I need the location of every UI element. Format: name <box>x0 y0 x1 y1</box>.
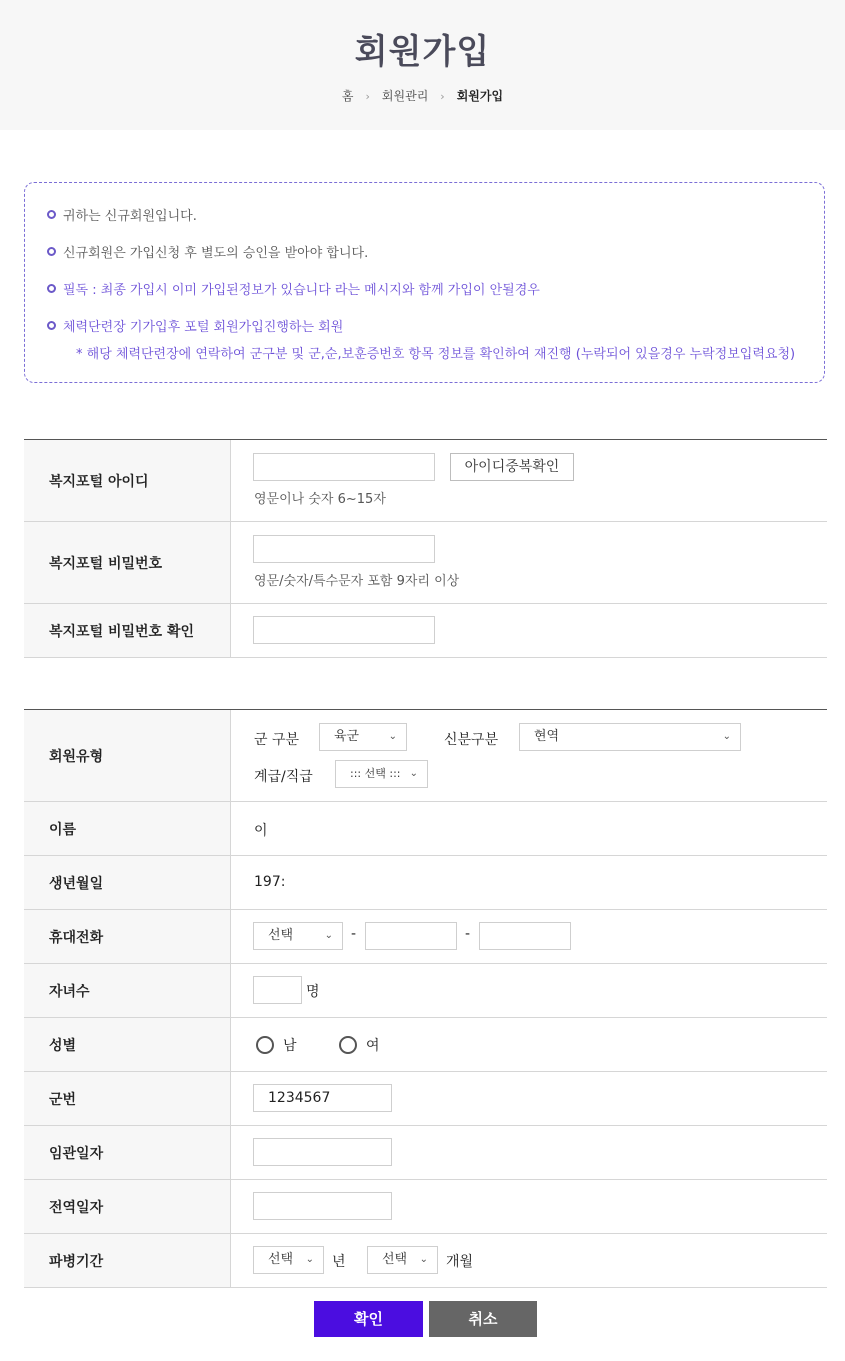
portal-id-hint: 영문이나 숫자 6~15자 <box>254 492 386 507</box>
chevron-down-icon: ⌄ <box>305 1254 314 1265</box>
row-commission-date <box>24 1126 827 1180</box>
rank-select[interactable] <box>335 760 428 788</box>
label-dispatch-period: 파병기간 <box>49 1253 104 1270</box>
row-member-type <box>24 710 827 802</box>
notice-item <box>47 242 368 261</box>
notice-item <box>47 316 343 335</box>
children-unit: 명 <box>306 984 320 1000</box>
notice-subtext: * 해당 체력단련장에 연락하여 군구분 및 군,순,보훈증번호 항목 정보를 확인하여 재진행 (누락되어 있을경우 누락정보입력요청) <box>76 347 796 362</box>
chevron-down-icon: ⌄ <box>419 1254 428 1265</box>
chevron-down-icon: ⌄ <box>388 731 397 742</box>
dispatch-month-value: 선택 <box>382 1252 408 1267</box>
bullet-icon <box>47 247 56 256</box>
notice-item <box>47 205 197 224</box>
account-form-table <box>24 439 827 658</box>
birthdate-value: 197: <box>254 874 286 890</box>
phone-prefix-select[interactable] <box>253 922 343 950</box>
dispatch-month-unit: 개월 <box>446 1254 474 1270</box>
label-member-type: 회원유형 <box>49 748 104 765</box>
notice-box <box>24 182 825 383</box>
label-service-number: 군번 <box>49 1091 77 1108</box>
discharge-date-input[interactable] <box>253 1192 392 1220</box>
label-name: 이름 <box>49 821 77 838</box>
chevron-down-icon: ⌄ <box>324 930 333 941</box>
phone-middle-input[interactable] <box>365 922 457 950</box>
row-dispatch-period <box>24 1234 827 1288</box>
dispatch-year-select[interactable] <box>253 1246 324 1274</box>
row-mobile-phone <box>24 910 827 964</box>
portal-password-hint: 영문/숫자/특수문자 포함 9자리 이상 <box>254 574 460 589</box>
member-form-table <box>24 709 827 1288</box>
gender-male-label: 남 <box>283 1038 297 1054</box>
label-portal-password: 복지포털 비밀번호 <box>49 555 163 572</box>
notice-item <box>47 279 540 298</box>
row-name <box>24 802 827 856</box>
portal-id-input[interactable] <box>253 453 435 481</box>
commission-date-input[interactable] <box>253 1138 392 1166</box>
bullet-icon <box>47 210 56 219</box>
status-type-select[interactable] <box>519 723 741 751</box>
dispatch-year-value: 선택 <box>268 1252 294 1267</box>
label-rank: 계급/직급 <box>254 769 313 785</box>
label-gender: 성별 <box>49 1037 77 1054</box>
gender-male-radio[interactable] <box>256 1036 274 1054</box>
row-gender <box>24 1018 827 1072</box>
label-portal-id: 복지포털 아이디 <box>49 473 149 490</box>
military-branch-select[interactable] <box>319 723 407 751</box>
breadcrumb-current: 회원가입 <box>456 89 504 103</box>
row-service-number <box>24 1072 827 1126</box>
children-count-input[interactable] <box>253 976 302 1004</box>
notice-text: 체력단련장 기가입후 포털 회원가입진행하는 회원 <box>63 320 344 335</box>
phone-dash: - <box>351 926 357 942</box>
label-children-count: 자녀수 <box>49 983 90 1000</box>
military-branch-value: 육군 <box>334 729 360 744</box>
rank-value: ::: 선택 ::: <box>350 767 401 780</box>
portal-password-confirm-input[interactable] <box>253 616 435 644</box>
breadcrumb-separator: › <box>365 90 370 103</box>
gender-female-radio[interactable] <box>339 1036 357 1054</box>
row-birthdate <box>24 856 827 910</box>
phone-prefix-value: 선택 <box>268 928 294 943</box>
notice-text: 신규회원은 가입신청 후 별도의 승인을 받아야 합니다. <box>63 246 369 261</box>
phone-dash: - <box>465 926 471 942</box>
service-number-input[interactable]: 1234567 <box>253 1084 392 1112</box>
label-portal-password-confirm: 복지포털 비밀번호 확인 <box>49 623 194 640</box>
cancel-button[interactable]: 취소 <box>429 1301 537 1337</box>
chevron-down-icon: ⌄ <box>722 731 731 742</box>
status-type-value: 현역 <box>534 729 560 744</box>
confirm-button[interactable]: 확인 <box>314 1301 423 1337</box>
page-title: 회원가입 <box>354 32 491 72</box>
notice-text: 필독 : 최종 가입시 이미 가입된정보가 있습니다 라는 메시지와 함께 가입이 안될경우 <box>63 283 540 298</box>
breadcrumb-separator: › <box>440 90 445 103</box>
row-discharge-date <box>24 1180 827 1234</box>
label-mobile-phone: 휴대전화 <box>49 929 104 946</box>
label-commission-date: 임관일자 <box>49 1145 104 1162</box>
portal-password-input[interactable] <box>253 535 435 563</box>
breadcrumb-home[interactable]: 홈 <box>341 89 354 103</box>
chevron-down-icon: ⌄ <box>409 768 418 779</box>
label-status-type: 신분구분 <box>444 732 499 748</box>
label-discharge-date: 전역일자 <box>49 1199 104 1216</box>
label-military-branch: 군 구분 <box>254 732 300 748</box>
row-portal-id <box>24 440 827 522</box>
label-birthdate: 생년월일 <box>49 875 104 892</box>
name-value: 이 <box>254 823 268 839</box>
dispatch-year-unit: 년 <box>332 1254 346 1270</box>
id-duplicate-check-button[interactable]: 아이디중복확인 <box>450 453 574 481</box>
gender-female-label: 여 <box>366 1038 380 1054</box>
notice-text: 귀하는 신규회원입니다. <box>63 209 197 224</box>
bullet-icon <box>47 321 56 330</box>
dispatch-month-select[interactable] <box>367 1246 438 1274</box>
page-header <box>0 0 845 130</box>
bullet-icon <box>47 284 56 293</box>
row-portal-password <box>24 522 827 604</box>
breadcrumb-member-management[interactable]: 회원관리 <box>381 89 429 103</box>
row-portal-password-confirm <box>24 604 827 658</box>
row-children-count <box>24 964 827 1018</box>
breadcrumb <box>0 87 845 104</box>
phone-last-input[interactable] <box>479 922 571 950</box>
